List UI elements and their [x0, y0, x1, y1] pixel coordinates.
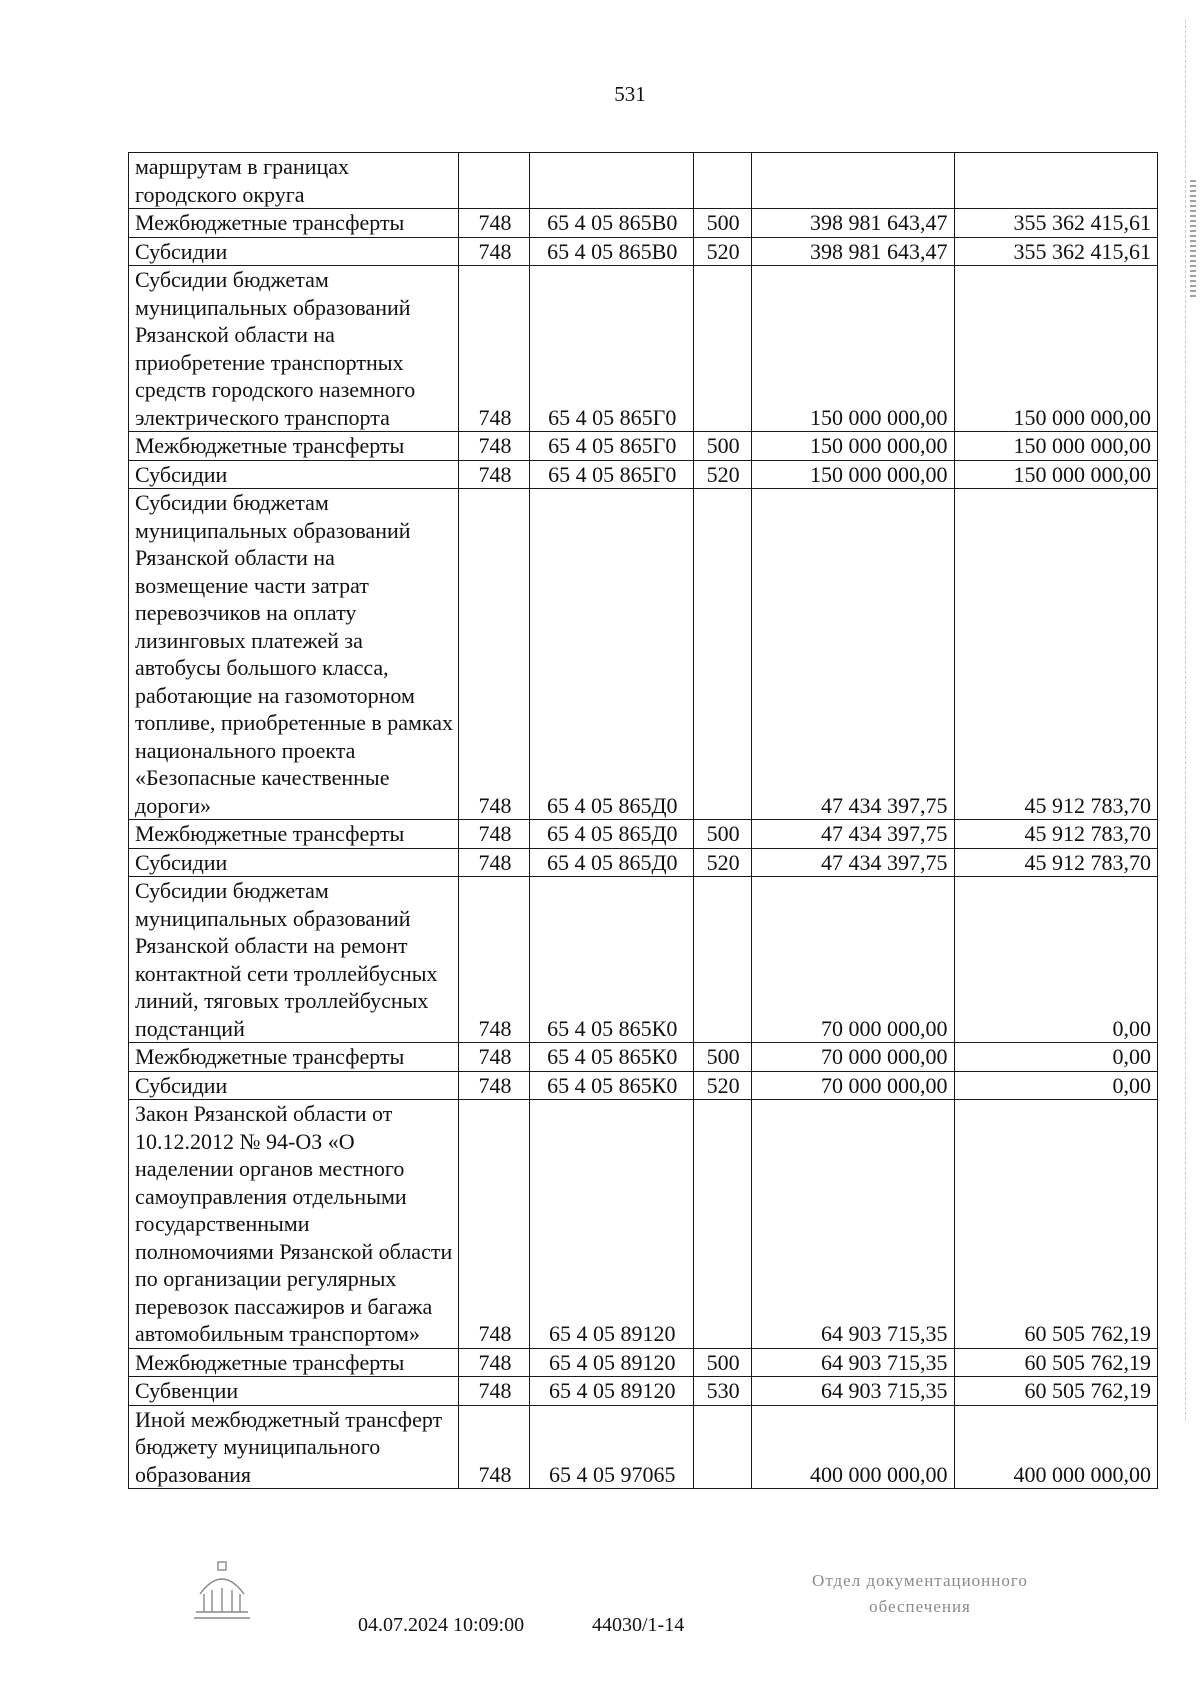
row-amount-1-cell: 70 000 000,00	[752, 1043, 954, 1072]
row-amount-1-cell: 70 000 000,00	[752, 877, 954, 1043]
row-ved-cell: 748	[459, 266, 530, 432]
row-name-cell: Межбюджетные трансферты	[129, 1348, 459, 1377]
row-amount-2-cell: 45 912 783,70	[954, 489, 1157, 820]
row-vr-cell	[694, 1100, 752, 1349]
table-row	[129, 432, 1158, 461]
row-csr-cell: 65 4 05 865К0	[530, 1071, 694, 1100]
row-amount-1-cell: 400 000 000,00	[752, 1405, 954, 1489]
table-row	[129, 1377, 1158, 1406]
table-row	[129, 1071, 1158, 1100]
row-vr-cell: 500	[694, 209, 752, 238]
row-amount-2-cell: 0,00	[954, 877, 1157, 1043]
table-row	[129, 877, 1158, 1043]
row-name-cell: маршрутам в границах городского округа	[129, 153, 459, 209]
row-amount-2-cell: 150 000 000,00	[954, 432, 1157, 461]
row-amount-2-cell: 150 000 000,00	[954, 460, 1157, 489]
row-ved-cell: 748	[459, 1043, 530, 1072]
row-vr-cell: 520	[694, 460, 752, 489]
table-row	[129, 1348, 1158, 1377]
row-name-cell: Субвенции	[129, 1377, 459, 1406]
row-ved-cell: 748	[459, 460, 530, 489]
row-ved-cell: 748	[459, 237, 530, 266]
row-amount-2-cell: 45 912 783,70	[954, 820, 1157, 849]
row-name-cell: Межбюджетные трансферты	[129, 1043, 459, 1072]
row-amount-1-cell: 150 000 000,00	[752, 266, 954, 432]
row-ved-cell: 748	[459, 1348, 530, 1377]
row-amount-2-cell: 0,00	[954, 1043, 1157, 1072]
row-vr-cell: 520	[694, 848, 752, 877]
row-vr-cell	[694, 1405, 752, 1489]
duma-emblem-icon	[192, 1560, 252, 1622]
budget-table-body	[129, 153, 1158, 1489]
department-stamp	[770, 1568, 1070, 1620]
row-amount-1-cell: 150 000 000,00	[752, 432, 954, 461]
row-amount-1-cell: 47 434 397,75	[752, 489, 954, 820]
table-row	[129, 848, 1158, 877]
row-name-cell: Субсидии бюджетам муниципальных образований Рязанской области на ремонт контактной сети троллейбусных линий, тяговых троллейбусных подстанций	[129, 877, 459, 1043]
row-csr-cell: 65 4 05 865Д0	[530, 820, 694, 849]
row-amount-2-cell: 60 505 762,19	[954, 1100, 1157, 1349]
row-amount-1-cell: 150 000 000,00	[752, 460, 954, 489]
stamp-line-1: Отдел документационного	[812, 1571, 1028, 1590]
footer-doc-number: 44030/1-14	[592, 1614, 685, 1636]
row-csr-cell	[530, 153, 694, 209]
row-name-cell: Закон Рязанской области от 10.12.2012 № 94-ОЗ «О наделении органов местного самоуправления отдельными государственными полномочиями Рязанской области по организации регулярных перевозок пассажиров и багажа автомобильным транспортом»	[129, 1100, 459, 1349]
row-amount-1-cell: 398 981 643,47	[752, 209, 954, 238]
row-csr-cell: 65 4 05 97065	[530, 1405, 694, 1489]
row-csr-cell: 65 4 05 89120	[530, 1377, 694, 1406]
row-ved-cell: 748	[459, 877, 530, 1043]
row-name-cell: Субсидии бюджетам муниципальных образований Рязанской области на приобретение транспортных средств городского наземного электрического транспорта	[129, 266, 459, 432]
table-row	[129, 153, 1158, 209]
row-vr-cell	[694, 266, 752, 432]
row-amount-2-cell: 400 000 000,00	[954, 1405, 1157, 1489]
row-amount-2-cell: 150 000 000,00	[954, 266, 1157, 432]
row-csr-cell: 65 4 05 89120	[530, 1100, 694, 1349]
row-amount-2-cell: 60 505 762,19	[954, 1377, 1157, 1406]
row-vr-cell	[694, 489, 752, 820]
row-csr-cell: 65 4 05 865Д0	[530, 848, 694, 877]
row-name-cell: Межбюджетные трансферты	[129, 432, 459, 461]
row-amount-1-cell: 47 434 397,75	[752, 820, 954, 849]
table-row	[129, 266, 1158, 432]
scan-noise-artifact	[1190, 180, 1196, 300]
footer-datetime: 04.07.2024 10:09:00	[358, 1614, 525, 1636]
table-row	[129, 460, 1158, 489]
row-vr-cell: 520	[694, 237, 752, 266]
row-amount-2-cell: 355 362 415,61	[954, 209, 1157, 238]
row-amount-2-cell: 60 505 762,19	[954, 1348, 1157, 1377]
table-row	[129, 237, 1158, 266]
page-number: 531	[614, 82, 646, 106]
row-csr-cell: 65 4 05 865Д0	[530, 489, 694, 820]
table-row	[129, 209, 1158, 238]
row-name-cell: Межбюджетные трансферты	[129, 820, 459, 849]
row-name-cell: Иной межбюджетный трансферт бюджету муниципального образования	[129, 1405, 459, 1489]
row-amount-1-cell: 64 903 715,35	[752, 1377, 954, 1406]
row-name-cell: Субсидии	[129, 237, 459, 266]
row-csr-cell: 65 4 05 865В0	[530, 209, 694, 238]
budget-table	[128, 152, 1158, 1489]
row-ved-cell: 748	[459, 820, 530, 849]
row-ved-cell: 748	[459, 1100, 530, 1349]
row-csr-cell: 65 4 05 865Г0	[530, 266, 694, 432]
stamp-line-2: обеспечения	[869, 1597, 971, 1616]
row-amount-2-cell: 355 362 415,61	[954, 237, 1157, 266]
row-ved-cell: 748	[459, 489, 530, 820]
row-vr-cell: 500	[694, 1043, 752, 1072]
row-vr-cell: 520	[694, 1071, 752, 1100]
row-name-cell: Субсидии бюджетам муниципальных образований Рязанской области на возмещение части затрат перевозчиков на оплату лизинговых платежей за автобусы большого класса, работающие на газомоторном топливе, приобретенные в рамках национального проекта «Безопасные качественные дороги»	[129, 489, 459, 820]
row-amount-1-cell: 398 981 643,47	[752, 237, 954, 266]
row-vr-cell: 530	[694, 1377, 752, 1406]
row-amount-2-cell: 0,00	[954, 1071, 1157, 1100]
row-ved-cell: 748	[459, 848, 530, 877]
table-row	[129, 489, 1158, 820]
row-csr-cell: 65 4 05 865В0	[530, 237, 694, 266]
row-amount-2-cell: 45 912 783,70	[954, 848, 1157, 877]
table-row	[129, 1043, 1158, 1072]
row-ved-cell: 748	[459, 1405, 530, 1489]
row-vr-cell	[694, 153, 752, 209]
row-ved-cell: 748	[459, 1377, 530, 1406]
row-amount-1-cell: 47 434 397,75	[752, 848, 954, 877]
row-name-cell: Субсидии	[129, 1071, 459, 1100]
row-ved-cell	[459, 153, 530, 209]
row-ved-cell: 748	[459, 1071, 530, 1100]
row-csr-cell: 65 4 05 865К0	[530, 877, 694, 1043]
row-vr-cell: 500	[694, 432, 752, 461]
row-amount-1-cell: 64 903 715,35	[752, 1348, 954, 1377]
row-amount-1-cell: 64 903 715,35	[752, 1100, 954, 1349]
row-vr-cell	[694, 877, 752, 1043]
row-name-cell: Субсидии	[129, 848, 459, 877]
table-row	[129, 820, 1158, 849]
row-amount-2-cell	[954, 153, 1157, 209]
row-amount-1-cell	[752, 153, 954, 209]
row-vr-cell: 500	[694, 820, 752, 849]
row-ved-cell: 748	[459, 432, 530, 461]
row-csr-cell: 65 4 05 865Г0	[530, 432, 694, 461]
row-vr-cell: 500	[694, 1348, 752, 1377]
row-csr-cell: 65 4 05 865К0	[530, 1043, 694, 1072]
row-csr-cell: 65 4 05 89120	[530, 1348, 694, 1377]
row-csr-cell: 65 4 05 865Г0	[530, 460, 694, 489]
row-ved-cell: 748	[459, 209, 530, 238]
row-amount-1-cell: 70 000 000,00	[752, 1071, 954, 1100]
table-row	[129, 1100, 1158, 1349]
row-name-cell: Субсидии	[129, 460, 459, 489]
table-row	[129, 1405, 1158, 1489]
row-name-cell: Межбюджетные трансферты	[129, 209, 459, 238]
